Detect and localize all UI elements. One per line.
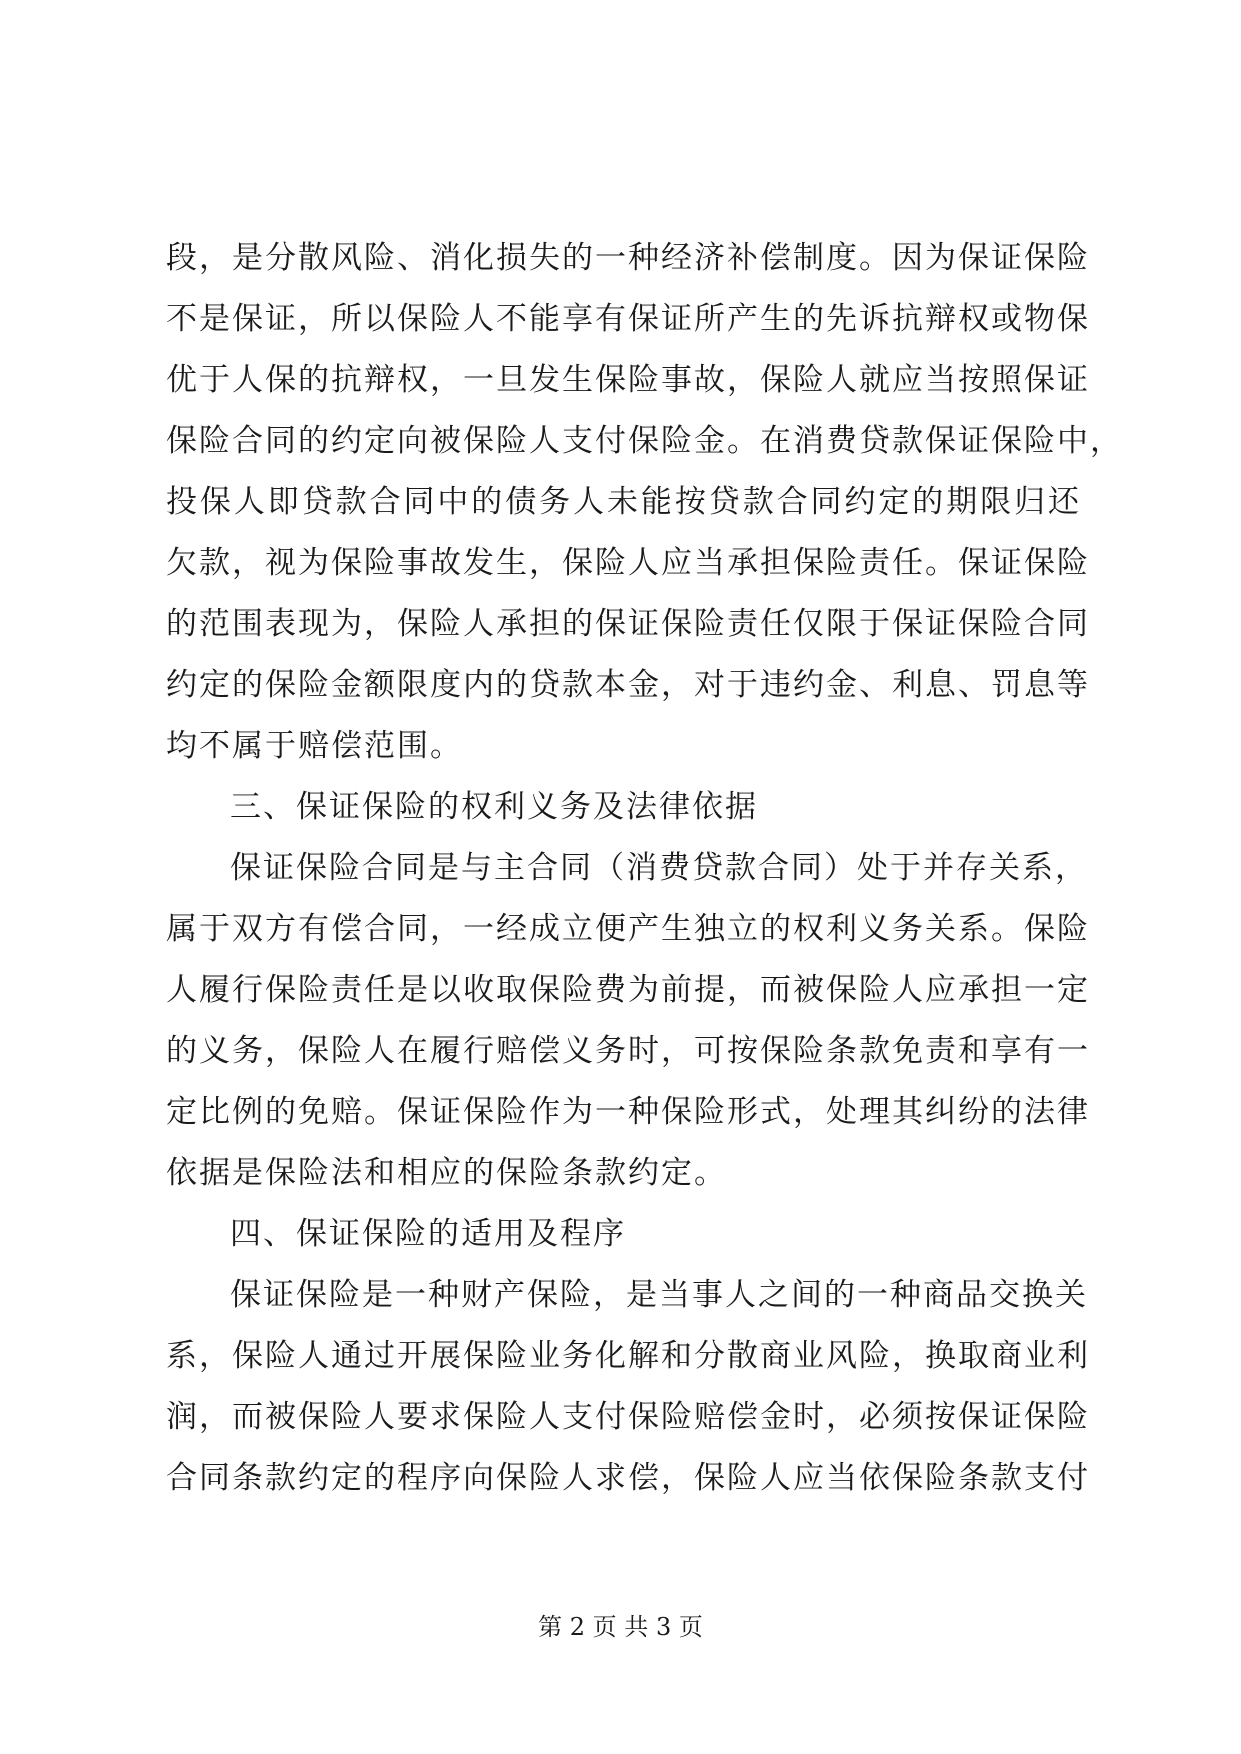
text-line: 投保人即贷款合同中的债务人未能按贷款合同约定的期限归还 [166, 484, 1081, 520]
text-line: 均不属于赔偿范围。 [166, 728, 463, 764]
text-line: 保险合同的约定向被保险人支付保险金。在消费贷款保证保险中， [166, 423, 1123, 459]
text-line: 不是保证，所以保险人不能享有保证所产生的先诉抗辩权或物保 [166, 301, 1090, 337]
section-heading: 四、保证保险的适用及程序 [230, 1216, 626, 1252]
text-line: 的义务，保险人在履行赔偿义务时，可按保险条款免责和享有一 [166, 1033, 1090, 1069]
text-line: 保证保险是一种财产保险，是当事人之间的一种商品交换关 [230, 1277, 1088, 1313]
text-line: 优于人保的抗辩权，一旦发生保险事故，保险人就应当按照保证 [166, 362, 1090, 398]
text-line: 的范围表现为，保险人承担的保证保险责任仅限于保证保险合同 [166, 606, 1090, 642]
text-line: 段，是分散风险、消化损失的一种经济补偿制度。因为保证保险 [166, 240, 1090, 276]
text-line: 保证保险合同是与主合同（消费贷款合同）处于并存关系， [230, 850, 1088, 886]
text-line: 系，保险人通过开展保险业务化解和分散商业风险，换取商业利 [166, 1338, 1090, 1374]
text-line: 约定的保险金额限度内的贷款本金，对于违约金、利息、罚息等 [166, 667, 1090, 703]
text-line: 合同条款约定的程序向保险人求偿，保险人应当依保险条款支付 [166, 1460, 1090, 1496]
text-line: 依据是保险法和相应的保险条款约定。 [166, 1155, 727, 1191]
text-line: 定比例的免赔。保证保险作为一种保险形式，处理其纠纷的法律 [166, 1094, 1090, 1130]
text-line: 人履行保险责任是以收取保险费为前提，而被保险人应承担一定 [166, 972, 1090, 1008]
text-line: 欠款，视为保险事故发生，保险人应当承担保险责任。保证保险 [166, 545, 1090, 581]
text-line: 属于双方有偿合同，一经成立便产生独立的权利义务关系。保险 [166, 911, 1090, 947]
section-heading: 三、保证保险的权利义务及法律依据 [230, 789, 758, 825]
body-text [166, 228, 1123, 1509]
page-number-footer: 第 2 页 共 3 页 [538, 1613, 703, 1641]
text-line: 润，而被保险人要求保险人支付保险赔偿金时，必须按保证保险 [166, 1399, 1090, 1435]
